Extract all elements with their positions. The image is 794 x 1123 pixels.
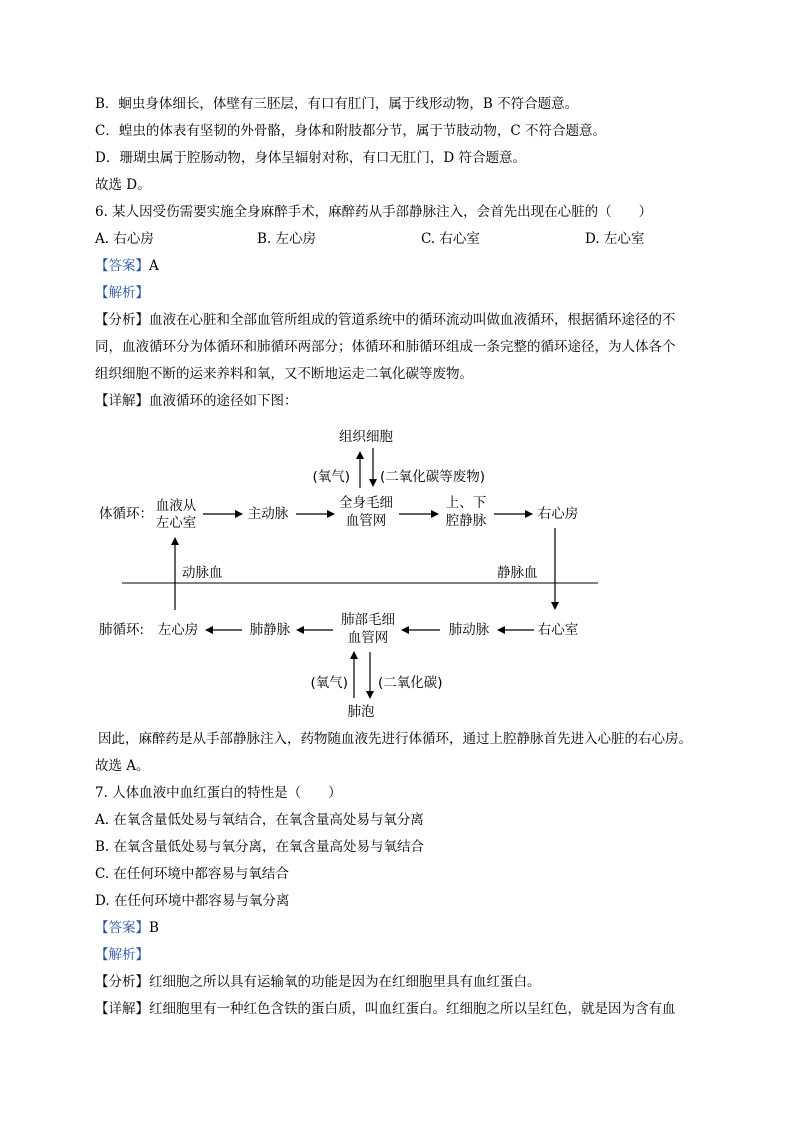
q6-stem: 6. 某人因受伤需要实施全身麻醉手术，麻醉药从手部静脉注入，会首先出现在心脏的（ ） (95, 204, 653, 220)
q6-option-a: A. 右心房 (95, 231, 154, 247)
vena-cava-label-2: 腔静脉 (445, 513, 487, 529)
q6-option-c: C. 右心室 (421, 231, 480, 247)
left-ventricle-label-1: 血液从 (155, 498, 197, 514)
q5-conclusion: 故选 D。 (95, 177, 151, 193)
q5-option-d: D．珊瑚虫属于腔肠动物，身体呈辐射对称，有口无肛门，D 符合题意。 (95, 150, 526, 166)
pulmonary-circulation-label: 肺循环: (99, 622, 145, 638)
q7-option-c: C. 在任何环境中都容易与氧结合 (95, 866, 289, 882)
q6-after-diagram: 因此，麻醉药是从手部静脉注入，药物随血液先进行体循环，通过上腔静脉首先进入心脏的右心房。 (98, 731, 692, 747)
answer-value: A (149, 258, 159, 274)
q7-xiangjie (95, 999, 676, 1019)
answer-tag: 【答案】 (95, 920, 149, 936)
left-ventricle-label-2: 左心室 (155, 515, 197, 531)
xiangjie-text: 红细胞里有一种红色含铁的蛋白质，叫血红蛋白。红细胞之所以呈红色，就是因为含有血 (149, 1001, 676, 1017)
q6-fenxi-line-2: 同，血液循环分为体循环和肺循环两部分；体循环和肺循环组成一条完整的循环途径，为人体各个 (95, 339, 676, 355)
q7-stem: 7. 人体血液中血红蛋白的特性是（ ） (95, 785, 342, 801)
q7-option-a: A. 在氧含量低处易与氧结合，在氧含量高处易与氧分离 (95, 812, 424, 828)
vena-cava-label-1: 上、下 (445, 495, 487, 511)
answer-value: B (149, 920, 159, 936)
left-atrium-label: 左心房 (157, 622, 199, 638)
fenxi-tag: 【分析】 (95, 974, 149, 990)
oxygen-label: (氧气) (312, 469, 350, 485)
fenxi-tag: 【分析】 (95, 312, 149, 328)
analysis-tag: 【解析】 (95, 947, 149, 963)
lung-capillary-label-2: 血管网 (347, 630, 389, 646)
q6-conclusion: 故选 A。 (95, 758, 150, 774)
body-capillary-label-2: 血管网 (345, 513, 387, 529)
q7-analysis-tag (95, 945, 149, 965)
q7-fenxi (95, 972, 541, 992)
right-ventricle-label: 右心室 (537, 622, 579, 638)
co2-waste-label: (二氧化碳等废物) (380, 469, 486, 485)
q7-option-b: B. 在氧含量低处易与氧分离，在氧含量高处易与氧结合 (95, 839, 425, 855)
xiangjie-text: 血液循环的途径如下图： (149, 393, 298, 409)
lung-capillary-label-1: 肺部毛细 (341, 612, 395, 628)
pulmonary-artery-label: 肺动脉 (448, 622, 490, 638)
arterial-blood-label: 动脉血 (182, 565, 223, 581)
venous-blood-label: 静脉血 (497, 565, 538, 581)
xiangjie-tag: 【详解】 (95, 393, 149, 409)
fenxi-text: 红细胞之所以具有运输氧的功能是因为在红细胞里具有血红蛋白。 (149, 974, 541, 990)
q7-answer (95, 918, 159, 938)
body-capillary-label-1: 全身毛细 (339, 495, 393, 511)
tissue-cells-label: 组织细胞 (339, 429, 393, 445)
pulmonary-vein-label: 肺静脉 (249, 622, 291, 638)
answer-tag: 【答案】 (95, 258, 149, 274)
q5-option-b: B．蛔虫身体细长，体壁有三胚层，有口有肛门，属于线形动物，B 不符合题意。 (95, 96, 579, 112)
xiangjie-tag: 【详解】 (95, 1001, 149, 1017)
analysis-tag: 【解析】 (95, 285, 149, 301)
fenxi-text-1: 血液在心脏和全部血管所组成的管道系统中的循环流动叫做血液循环，根据循环途径的不 (149, 312, 676, 328)
q5-option-c: C．蝗虫的体表有坚韧的外骨骼，身体和附肢都分节，属于节肢动物，C 不符合题意。 (95, 123, 606, 139)
q6-option-d: D. 左心室 (585, 231, 645, 247)
q6-fenxi-line-3: 组织细胞不断的运来养料和氧，又不断地运走二氧化碳等废物。 (95, 366, 473, 382)
systemic-circulation-label: 体循环： (99, 506, 153, 522)
co2-label-lung: (二氧化碳) (378, 675, 443, 691)
aorta-label: 主动脉 (247, 506, 289, 522)
q7-option-d: D. 在任何环境中都容易与氧分离 (95, 893, 290, 909)
alveoli-label: 肺泡 (347, 704, 375, 720)
right-atrium-label: 右心房 (537, 506, 579, 522)
q6-option-b: B. 左心房 (257, 231, 317, 247)
oxygen-label-lung: (氧气) (310, 675, 348, 691)
